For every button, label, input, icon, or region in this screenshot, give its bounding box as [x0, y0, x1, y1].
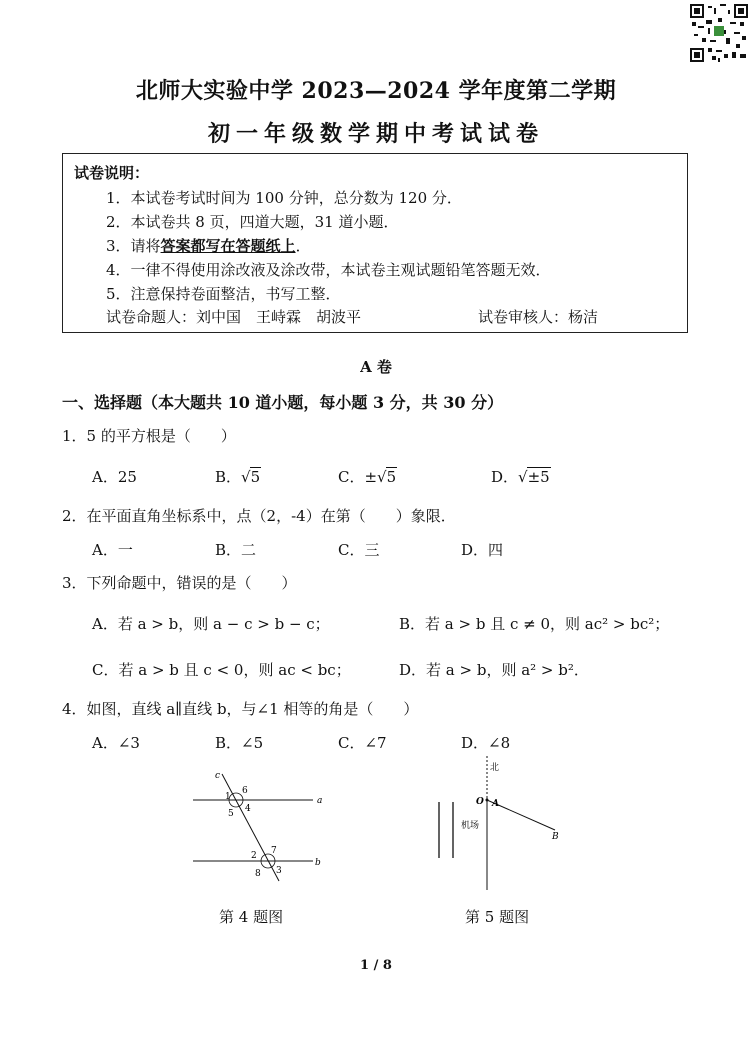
instruction-emphasis: 答案都写在答题纸上 [160, 237, 296, 255]
figure-5-caption: 第 5 题图 [465, 908, 530, 926]
point-o [486, 799, 489, 802]
fig5-label: O [476, 797, 484, 807]
figure-4-caption: 第 4 题图 [219, 908, 284, 926]
part-heading: 一、选择题（本大题共 10 道小题，每小题 3 分，共 30 分） [62, 393, 504, 412]
option-a: A．∠3 [92, 734, 140, 752]
question-stem: 2．在平面直角坐标系中，点（2，-4）在第（ ）象限． [62, 507, 456, 525]
fig5-label: B [552, 832, 559, 842]
option-a: A．若 a > b，则 a − c > b − c； [92, 615, 330, 633]
figure-4 [185, 762, 335, 882]
fig4-label: 5 [228, 809, 234, 819]
option-d: D．∠8 [461, 734, 511, 752]
authors-line: 试卷命题人：刘中国 王峙霖 胡波平 [106, 308, 362, 326]
fig5-label: 机场 [461, 821, 480, 831]
question-stem: 4．如图，直线 a∥直线 b，与∠1 相等的角是（ ） [62, 700, 419, 718]
instruction-item: 3．请将答案都写在答题纸上． [106, 237, 311, 255]
option-b: B．∠5 [215, 734, 264, 752]
line-c [222, 774, 279, 881]
option-c: C．三 [338, 541, 380, 559]
fig5-label: 北 [490, 763, 500, 773]
qr-code [690, 4, 748, 62]
option-c: C．若 a > b 且 c < 0，则 ac < bc； [92, 661, 351, 679]
fig4-label: 3 [276, 866, 282, 876]
instruction-item: 2．本试卷共 8 页，四道大题，31 道小题． [106, 213, 399, 231]
exam-subtitle: 初一年级数学期中考试试卷 [207, 121, 544, 147]
option-d: D．√±5 [491, 468, 550, 486]
fig4-label: b [315, 858, 321, 868]
fig5-label: A [492, 799, 499, 809]
option-b: B．若 a > b 且 c ≠ 0，则 ac² > bc²； [399, 615, 670, 633]
exam-title: 北师大实验中学 2023—2024 学年度第二学期 [135, 78, 617, 104]
fig4-label: 4 [245, 804, 251, 814]
option-c: C．±√5 [338, 468, 397, 486]
page-number: 1 / 8 [360, 958, 392, 973]
option-b: B．√5 [215, 468, 261, 486]
question-stem: 1．5 的平方根是（ ） [62, 427, 236, 445]
option-a: A．25 [92, 468, 137, 486]
fig4-label: 7 [271, 846, 277, 856]
option-c: C．∠7 [338, 734, 387, 752]
question-stem: 3．下列命题中，错误的是（ ） [62, 574, 297, 592]
option-d: D．四 [461, 541, 504, 559]
instruction-item: 5．注意保持卷面整洁，书写工整． [106, 285, 341, 303]
fig4-label: c [215, 771, 221, 781]
fig4-label: a [317, 796, 323, 806]
instruction-item: 4．一律不得使用涂改液及涂改带，本试卷主观试题铅笔答题无效． [106, 261, 551, 279]
figure-5 [425, 752, 575, 892]
option-b: B．二 [215, 541, 257, 559]
fig4-label: 8 [255, 869, 261, 879]
instruction-item: 1．本试卷考试时间为 100 分钟，总分数为 120 分． [106, 189, 462, 207]
section-label: A 卷 [360, 358, 392, 376]
fig4-label: 6 [242, 786, 248, 796]
option-d: D．若 a > b，则 a² > b²． [399, 661, 589, 679]
instructions-heading: 试卷说明： [74, 164, 150, 182]
option-a: A．一 [92, 541, 133, 559]
fig4-label: 2 [251, 851, 257, 861]
reviewer-line: 试卷审核人：杨洁 [478, 308, 599, 326]
fig4-label: 1 [225, 792, 231, 802]
